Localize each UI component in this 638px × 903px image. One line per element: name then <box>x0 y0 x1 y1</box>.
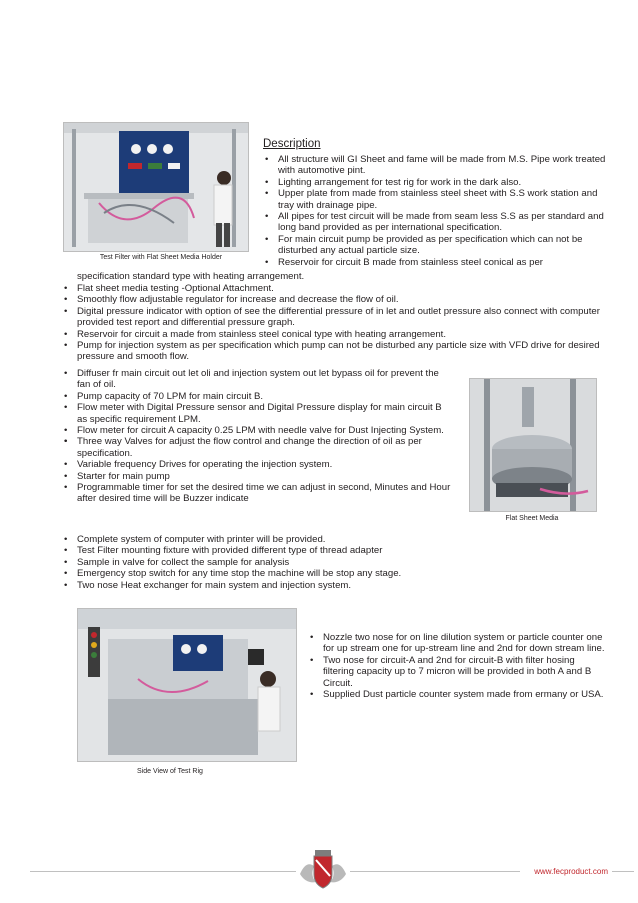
list-item: • Smoothly flow adjustable regulator for increase and decrease the flow of oil. <box>62 294 607 305</box>
list-item: • Programmable timer for set the desired time we can adjust in second, Minutes and Hour after desired time will be Buzzer indicate <box>62 482 454 505</box>
footer-divider-right <box>350 871 520 872</box>
list-item: • All structure will GI Sheet and fame will be made from M.S. Pipe work treated with automotive pint. <box>263 154 608 177</box>
list-item: • All pipes for test circuit will be made from seam less S.S as per standard and long band provided as per international specification. <box>263 211 608 234</box>
footer-divider-far-right <box>612 871 634 872</box>
list-item: • Flow meter for circuit A capacity 0.25 LPM with needle valve for Dust Injecting System. <box>62 425 454 436</box>
description-list <box>263 154 608 268</box>
footer-divider-left <box>30 871 296 872</box>
description-title: Description <box>263 138 321 150</box>
caption-test-filter: Test Filter with Flat Sheet Media Holder <box>99 254 223 261</box>
side-view-photo <box>77 608 297 762</box>
description-continuation: specification standard type with heating arrangement. <box>77 271 305 282</box>
list-item: • Sample in valve for collect the sample for analysis <box>62 557 607 568</box>
crest-icon <box>296 846 350 890</box>
list-item: • Pump for injection system as per specification which pump can not be disturbed any particle size with VFD drive for desired pressure and smooth flow. <box>62 340 607 363</box>
list-item: • Variable frequency Drives for operating the injection system. <box>62 459 454 470</box>
list-item: • Nozzle two nose for on line dilution system or particle counter one for up stream one for up-stream line and 2nd for down stream line. <box>308 632 608 655</box>
side-view-illustration <box>78 609 296 761</box>
list-item: • Flow meter with Digital Pressure sensor and Digital Pressure display for main circuit B as specific requirement LPM. <box>62 402 454 425</box>
test-filter-illustration <box>64 123 248 251</box>
caption-flat-sheet: Flat Sheet Media <box>505 515 559 522</box>
list-item: • Test Filter mounting fixture with provided different type of thread adapter <box>62 545 607 556</box>
test-filter-photo <box>63 122 249 252</box>
list-item: • Starter for main pump <box>62 471 454 482</box>
list-item: • Flat sheet media testing -Optional Attachment. <box>62 283 607 294</box>
list-item: • Two nose for circuit-A and 2nd for circuit-B with filter hosing filtering capacity up to 7 micron will be provided in both A and B Circuit. <box>308 655 608 689</box>
list-item: • Reservoir for circuit B made from stainless steel conical as per <box>263 257 608 268</box>
list-item: • For main circuit pump be provided as per specification which can not be disturbed any actual particle size. <box>263 234 608 257</box>
list-item: • Three way Valves for adjust the flow control and change the direction of oil as per specification. <box>62 436 454 459</box>
list-item: • Reservoir for circuit a made from stainless steel conical type with heating arrangement. <box>62 329 607 340</box>
bottom-list <box>308 632 608 700</box>
list-item: • Supplied Dust particle counter system made from ermany or USA. <box>308 689 608 700</box>
list-item: • Lighting arrangement for test rig for work in the dark also. <box>263 177 608 188</box>
company-logo <box>296 846 350 890</box>
list-item: • Emergency stop switch for any time stop the machine will be stop any stage. <box>62 568 607 579</box>
flat-sheet-media-photo <box>469 378 597 512</box>
flat-sheet-illustration <box>470 379 596 511</box>
main-list-narrow <box>62 368 454 505</box>
list-item: • Diffuser fr main circuit out let oli and injection system out let bypass oil for prevent the fan of oil. <box>62 368 454 391</box>
footer-website[interactable]: www.fecproduct.com <box>534 867 608 876</box>
list-item: • Upper plate from made from stainless steel sheet with S.S work station and tray with drainage pipe. <box>263 188 608 211</box>
caption-side-view: Side View of Test Rig <box>137 768 203 775</box>
main-list-wide-bottom <box>62 534 607 591</box>
list-item: • Pump capacity of 70 LPM for main circuit B. <box>62 391 454 402</box>
list-item: • Two nose Heat exchanger for main system and injection system. <box>62 580 607 591</box>
main-list-wide <box>62 283 607 363</box>
list-item: • Complete system of computer with printer will be provided. <box>62 534 607 545</box>
list-item: • Digital pressure indicator with option of see the differential pressure of in let and outlet pressure also connect with computer provided test report and differential pressure graph. <box>62 306 607 329</box>
